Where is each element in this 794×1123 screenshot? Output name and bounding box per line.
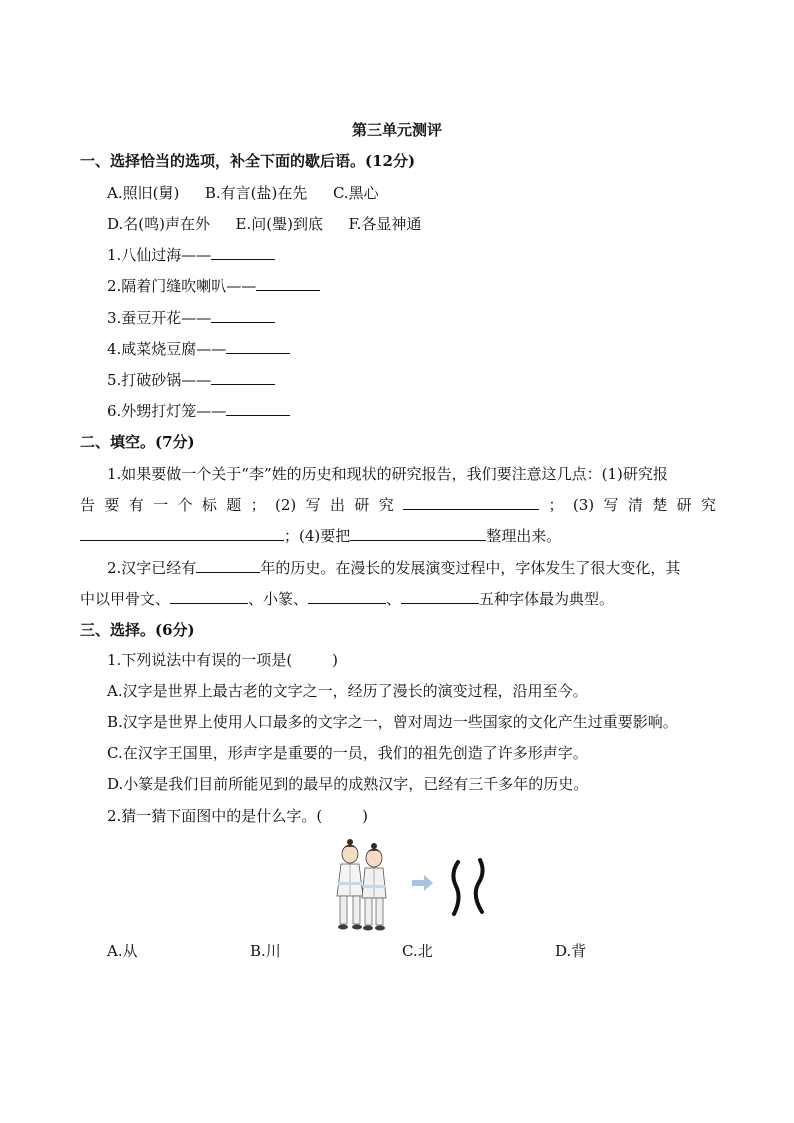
section1-options-row1 [107, 183, 379, 203]
text-segment: 2.汉字已经有 [107, 559, 197, 577]
option-c: C.黑心 [332, 184, 379, 202]
text-char: 出 [329, 496, 345, 514]
child-figure-left [337, 839, 363, 930]
text-segment: ；(4)要把 [284, 527, 351, 545]
section3-q2-option-a: A.从 [107, 942, 138, 960]
section3-q1-option-a: A.汉字是世界上最古老的文字之一，经历了漫长的演变过程，沿用至今。 [107, 682, 588, 700]
section1-item-4 [107, 339, 290, 359]
text-char: 清 [627, 496, 643, 514]
text-char: 要 [104, 496, 120, 514]
text-char: (3) [572, 496, 595, 514]
answer-blank[interactable] [256, 276, 320, 291]
text-char: 写 [305, 496, 321, 514]
text-char: 个 [177, 496, 193, 514]
text-char: 一 [153, 496, 169, 514]
question-text: 2.猜一猜下面图中的是什么字。( [107, 807, 323, 825]
section3-q1-option-c: C.在汉字王国里，形声字是重要的一员，我们的祖先创造了许多形声字。 [107, 744, 588, 762]
section3-q2-option-b: B.川 [250, 942, 281, 960]
child-figure-right [362, 843, 386, 931]
text-segment: 五种字体最为典型。 [479, 590, 615, 608]
text-char: 标 [201, 496, 217, 514]
answer-blank[interactable] [211, 308, 275, 323]
section3-q2-option-d: D.背 [555, 942, 587, 960]
item-text: 1.八仙过海—— [107, 246, 212, 264]
text-segment: 、小篆、 [248, 590, 309, 608]
option-a: A.照旧(舅) [107, 184, 180, 202]
answer-blank[interactable] [226, 401, 290, 416]
item-text: 2.隔着门缝吹喇叭—— [107, 277, 257, 295]
text-segment: 整理出来。 [486, 527, 562, 545]
answer-blank[interactable] [80, 526, 284, 541]
section1-item-3 [107, 308, 275, 328]
section2-heading: 二、填空。(7分) [80, 433, 195, 451]
section1-options-row2 [107, 214, 421, 234]
item-text: 5.打破砂锅—— [107, 371, 212, 389]
section1-item-1 [107, 245, 275, 265]
question-text: 1.下列说法中有误的一项是( [107, 651, 293, 669]
item-text: 3.蚕豆开花—— [107, 309, 212, 327]
section2-q1-line2 [80, 495, 716, 515]
question-text: ) [332, 651, 339, 669]
answer-blank[interactable] [211, 370, 275, 385]
question-text: ) [362, 807, 369, 825]
text-char: 题 [226, 496, 242, 514]
section3-q2 [107, 806, 368, 826]
option-f: F.各显神通 [348, 215, 422, 233]
two-children-illustration [330, 838, 500, 934]
section1-item-6 [107, 401, 290, 421]
section1-item-2 [107, 276, 320, 296]
text-char: 楚 [652, 496, 668, 514]
section3-q1-option-b: B.汉字是世界上使用人口最多的文字之一，曾对周边一些国家的文化产生过重要影响。 [107, 713, 678, 731]
ancient-character-glyph [453, 860, 482, 914]
answer-blank[interactable] [211, 245, 275, 260]
section2-q2-line1 [107, 558, 680, 578]
text-char: 研 [354, 496, 370, 514]
section1-heading: 一、选择恰当的选项，补全下面的歇后语。(12分) [80, 152, 416, 170]
text-char: 研 [676, 496, 692, 514]
section1-item-5 [107, 370, 275, 390]
answer-blank[interactable] [350, 526, 486, 541]
answer-blank[interactable] [170, 589, 248, 604]
answer-blank[interactable] [226, 339, 290, 354]
answer-blank[interactable] [403, 495, 539, 510]
section3-q1-option-d: D.小篆是我们目前所能见到的最早的成熟汉字，已经有三千多年的历史。 [107, 775, 589, 793]
page-title: 第三单元测评 [351, 121, 442, 139]
riddle-figure [330, 838, 500, 934]
text-segment: 、 [386, 590, 402, 608]
item-text: 6.外甥打灯笼—— [107, 402, 227, 420]
text-char: 究 [700, 496, 716, 514]
section3-heading: 三、选择。(6分) [80, 621, 195, 639]
text-char: 告 [80, 496, 96, 514]
section3-q2-option-c: C.北 [402, 942, 433, 960]
answer-blank[interactable] [196, 558, 260, 573]
answer-blank[interactable] [308, 589, 386, 604]
text-segment: 年的历史。在漫长的发展演变过程中，字体发生了很大变化，其 [260, 559, 681, 577]
text-char: 写 [603, 496, 619, 514]
section3-q1 [107, 650, 338, 670]
section2-q1-line1: 1.如果要做一个关于“李”姓的历史和现状的研究报告，我们要注意这几点：(1)研究报 [107, 465, 668, 483]
text-char: (2) [275, 496, 297, 514]
text-char: ； [250, 496, 266, 514]
text-segment: 中以甲骨文、 [80, 590, 171, 608]
option-e: E.问(璺)到底 [235, 215, 323, 233]
item-text: 4.咸菜烧豆腐—— [107, 340, 227, 358]
arrow-right-icon [412, 875, 433, 891]
section2-q2-line2 [80, 589, 614, 609]
text-char: 究 [378, 496, 394, 514]
text-char: 有 [128, 496, 144, 514]
text-char: ； [548, 496, 564, 514]
option-d: D.名(鸣)声在外 [107, 215, 210, 233]
option-b: B.有言(盐)在先 [204, 184, 308, 202]
answer-blank[interactable] [401, 589, 479, 604]
section2-q1-line3 [80, 526, 561, 546]
